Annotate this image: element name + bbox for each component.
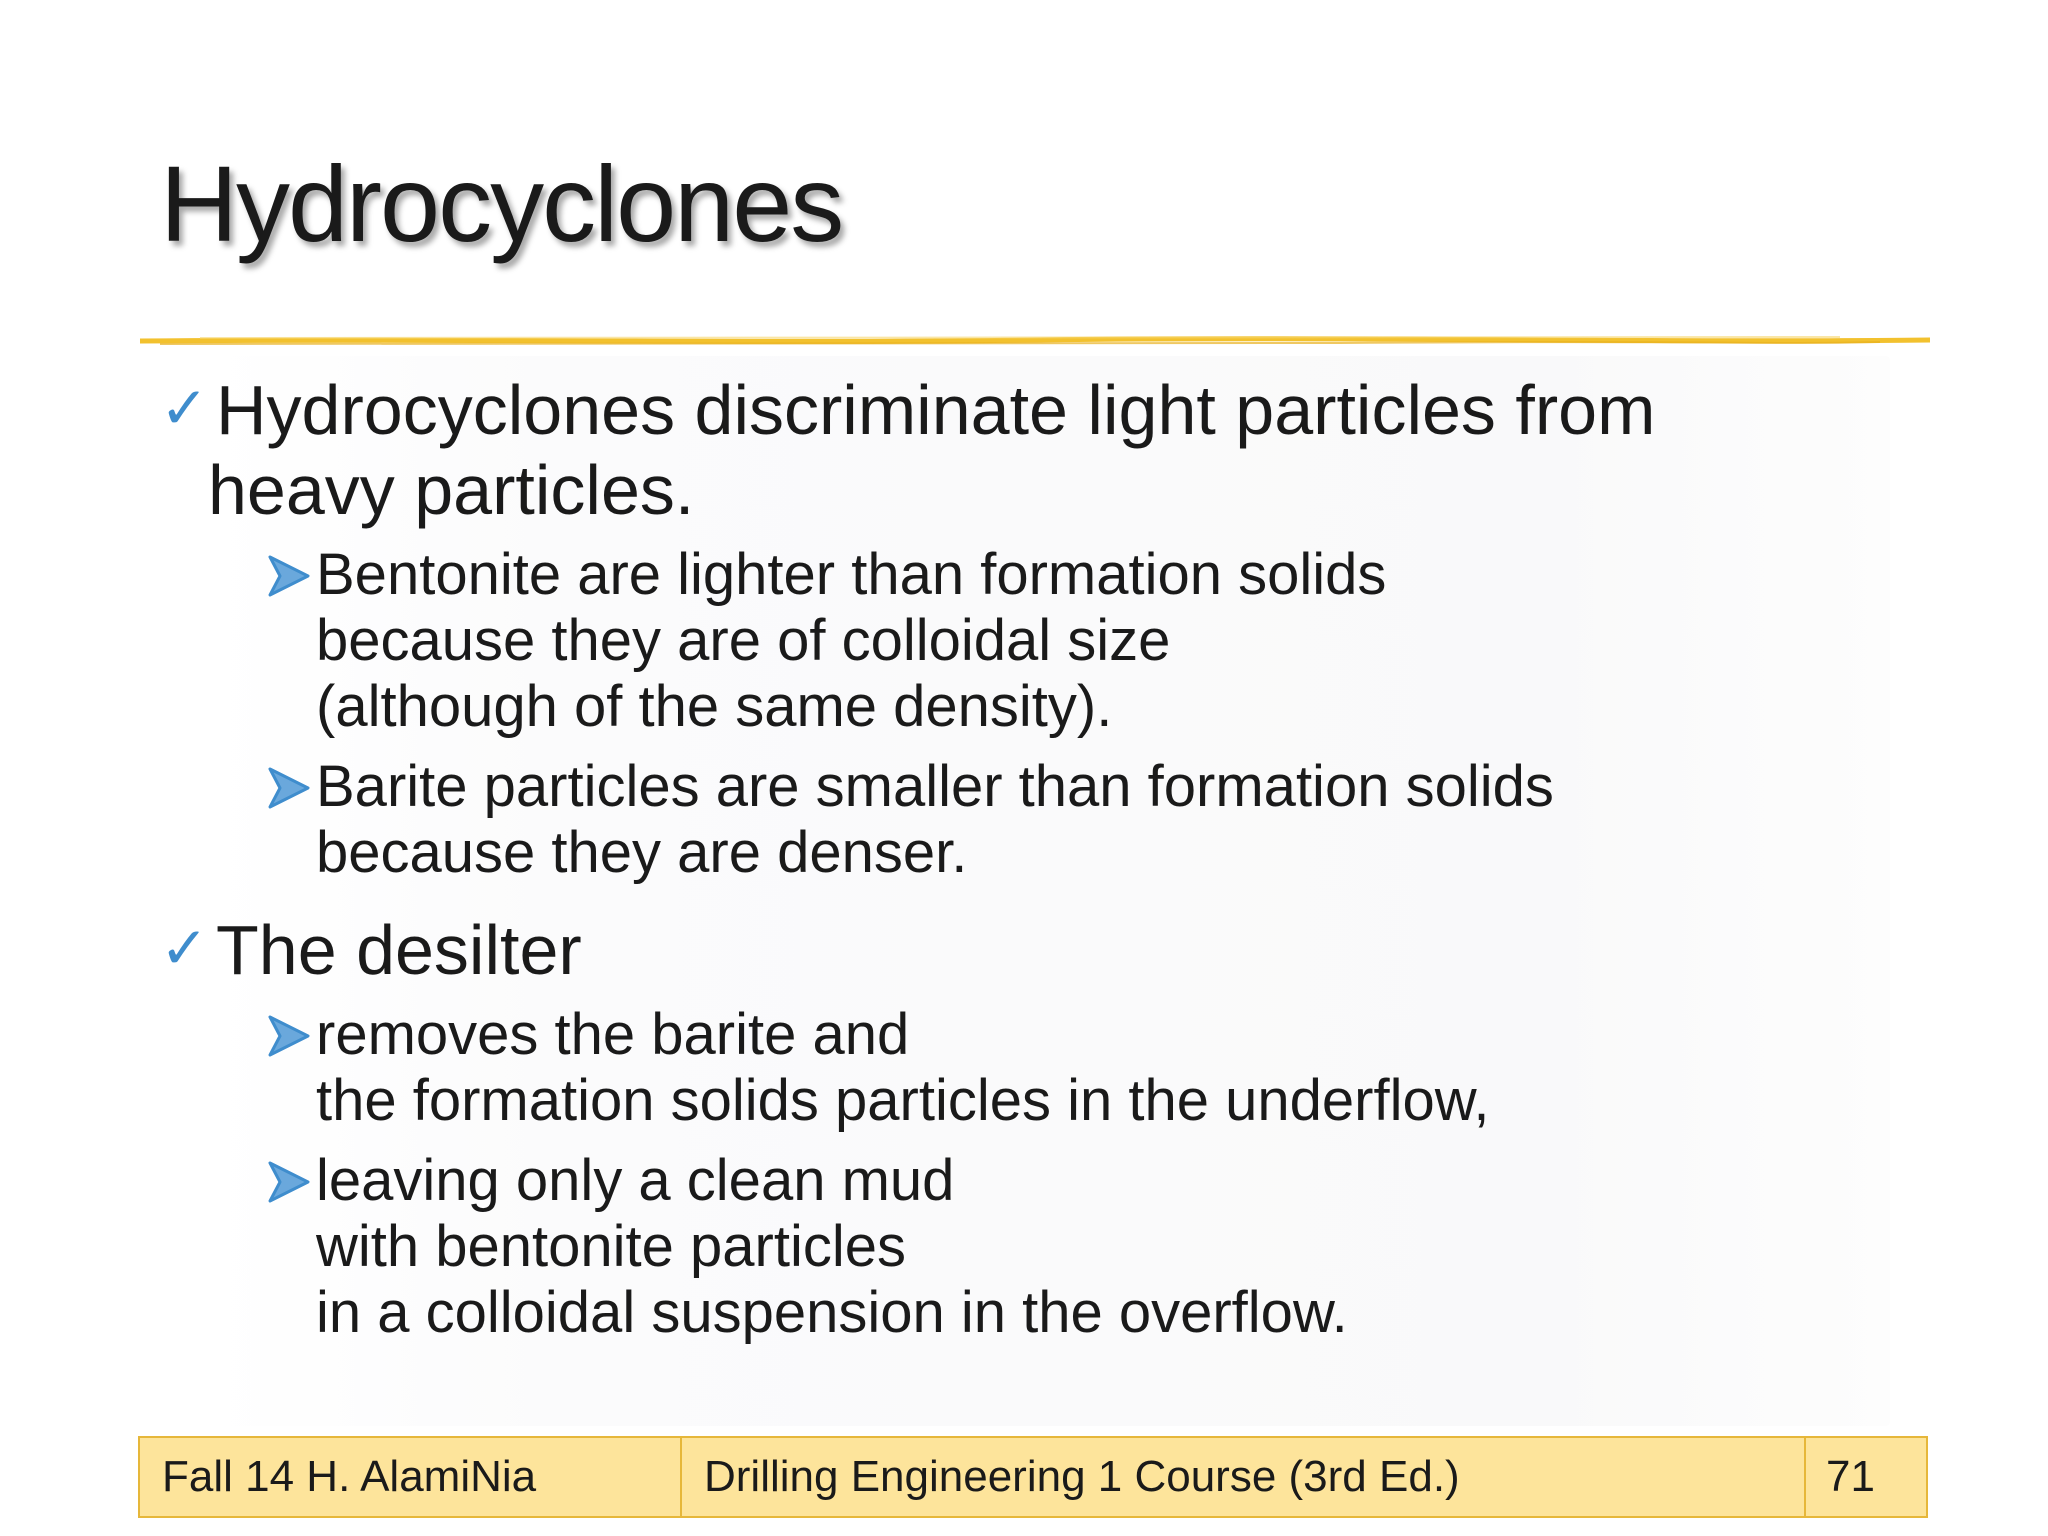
subbullet-barite bbox=[264, 754, 1900, 886]
checkmark-icon: ✓ bbox=[160, 374, 209, 442]
subbullet-removes bbox=[264, 1002, 1900, 1134]
bullet-text-line: The desilter bbox=[216, 911, 582, 989]
slide-title: Hydrocyclones bbox=[160, 143, 843, 264]
subbullet-text-line: (although of the same density). bbox=[316, 674, 1113, 739]
subbullet-leaving bbox=[264, 1148, 1900, 1346]
arrow-bullet-icon bbox=[264, 1011, 314, 1061]
subbullet-text-line: Barite particles are smaller than formation solids bbox=[316, 754, 1554, 819]
slide-footer bbox=[138, 1436, 1928, 1518]
checkmark-icon: ✓ bbox=[160, 914, 209, 982]
subbullet-text-line: removes the barite and bbox=[316, 1002, 910, 1067]
bullet-text-line: Hydrocyclones discriminate light particles from bbox=[216, 371, 1656, 449]
arrow-bullet-icon bbox=[264, 763, 314, 813]
subbullet-text-line: with bentonite particles bbox=[316, 1214, 906, 1279]
subbullet-text-line: leaving only a clean mud bbox=[316, 1148, 955, 1213]
title-underline bbox=[140, 334, 1930, 350]
subbullet-text-line: Bentonite are lighter than formation solids bbox=[316, 542, 1387, 607]
footer-page-number: 71 bbox=[1826, 1452, 1875, 1501]
subbullet-text-line: the formation solids particles in the underflow, bbox=[316, 1068, 1490, 1133]
slide-body bbox=[160, 370, 1900, 1346]
bullet-hydrocyclones bbox=[160, 370, 1900, 530]
subbullet-text-line: because they are denser. bbox=[316, 820, 968, 885]
bullet-text-line: heavy particles. bbox=[208, 451, 695, 529]
footer-course: Drilling Engineering 1 Course (3rd Ed.) bbox=[682, 1438, 1806, 1516]
footer-author: Fall 14 H. AlamiNia bbox=[140, 1438, 682, 1516]
subbullet-text-line: because they are of colloidal size bbox=[316, 608, 1171, 673]
bullet-desilter bbox=[160, 910, 1900, 990]
arrow-bullet-icon bbox=[264, 551, 314, 601]
arrow-bullet-icon bbox=[264, 1157, 314, 1207]
subbullet-text-line: in a colloidal suspension in the overflow. bbox=[316, 1280, 1348, 1345]
subbullet-bentonite bbox=[264, 542, 1900, 740]
